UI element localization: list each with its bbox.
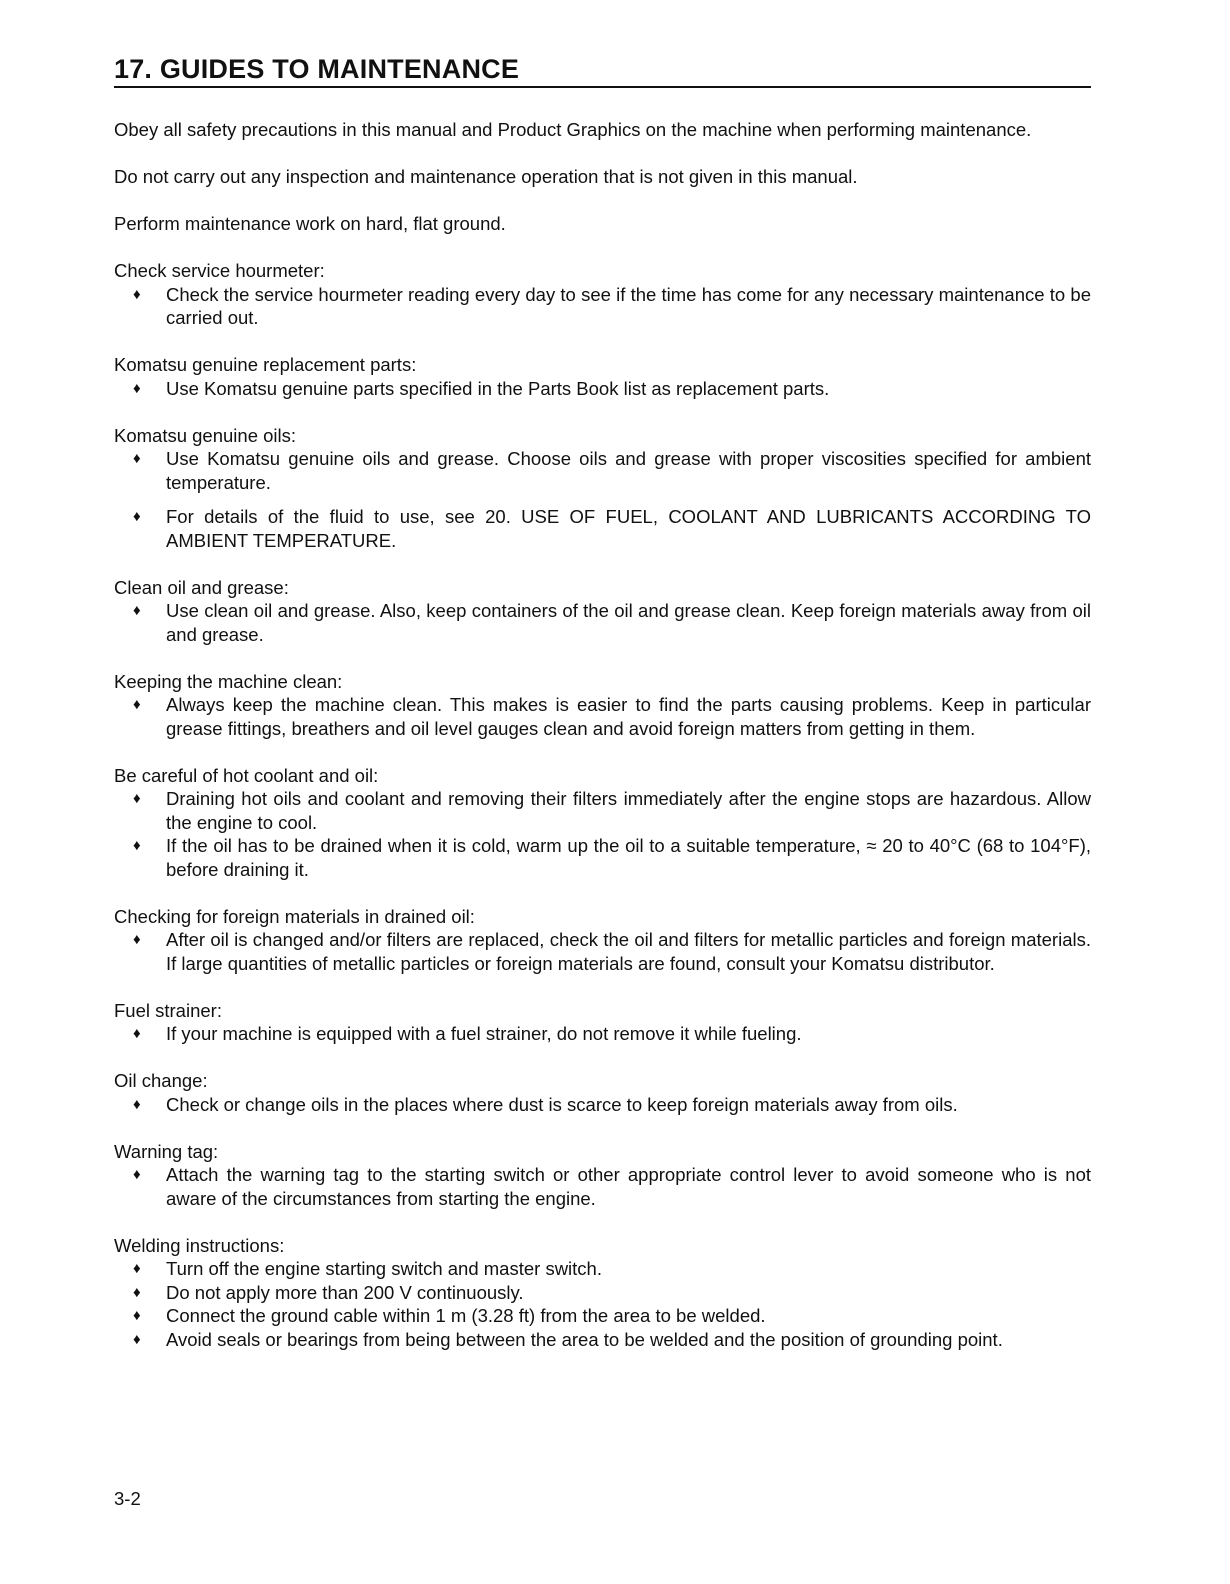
intro-paragraph-2: Do not carry out any inspection and maintenance operation that is not given in this manual.: [114, 166, 858, 187]
section-genuine-oils: [114, 424, 1091, 553]
bullet-item: [114, 787, 1091, 834]
diamond-bullet-icon: ♦: [133, 602, 141, 619]
diamond-bullet-icon: ♦: [133, 508, 141, 525]
diamond-bullet-icon: ♦: [133, 1307, 141, 1324]
bullet-item: [114, 447, 1091, 494]
bullet-item: [114, 1304, 1091, 1328]
diamond-bullet-icon: ♦: [133, 450, 141, 467]
bullet-text: After oil is changed and/or filters are replaced, check the oil and filters for metallic particles and foreign materials. If large quantities of metallic particles or foreign materials are found, consult your Komatsu distributor.: [166, 929, 1091, 974]
bullet-text: If the oil has to be drained when it is cold, warm up the oil to a suitable temperature, ≈ 20 to 40°C (68 to 104°F), before draining it.: [166, 835, 1091, 880]
bullet-text: For details of the fluid to use, see 20. USE OF FUEL, COOLANT AND LUBRICANTS ACCORDING TO AMBIENT TEMPERATURE.: [166, 506, 1091, 551]
section-check-service-hourmeter: [114, 259, 1091, 330]
bullet-text: Check or change oils in the places where dust is scarce to keep foreign materials away from oils.: [166, 1093, 958, 1115]
section-heading: Keeping the machine clean:: [114, 670, 343, 692]
bullet-text: Use Komatsu genuine parts specified in the Parts Book list as replacement parts.: [166, 377, 830, 399]
bullet-text: Check the service hourmeter reading every day to see if the time has come for any necessary maintenance to be carried out.: [166, 283, 1091, 328]
bullet-text: Draining hot oils and coolant and removing their filters immediately after the engine stops are hazardous. Allow the engine to cool.: [166, 788, 1091, 833]
bullet-text: If your machine is equipped with a fuel strainer, do not remove it while fueling.: [166, 1023, 802, 1044]
bullet-text: Turn off the engine starting switch and master switch.: [166, 1258, 602, 1279]
diamond-bullet-icon: ♦: [133, 1330, 141, 1348]
diamond-bullet-icon: ♦: [133, 1283, 141, 1301]
page-title: 17. GUIDES TO MAINTENANCE: [114, 52, 1091, 88]
diamond-bullet-icon: ♦: [133, 1260, 141, 1277]
section-oil-change: [114, 1069, 1091, 1116]
intro-paragraph-1: Obey all safety precautions in this manual and Product Graphics on the machine when performing maintenance.: [114, 119, 1032, 140]
section-clean-oil-and-grease: [114, 576, 1091, 647]
bullet-item: [114, 599, 1091, 646]
bullet-item: [114, 1257, 1091, 1281]
bullet-item: [114, 834, 1091, 881]
page-number: 3-2: [114, 1488, 141, 1509]
diamond-bullet-icon: ♦: [133, 1095, 141, 1113]
bullet-item: [114, 928, 1091, 975]
intro-paragraph-3: Perform maintenance work on hard, flat ground.: [114, 213, 506, 234]
section-heading: Warning tag:: [114, 1140, 219, 1162]
section-heading: Checking for foreign materials in drained oil:: [114, 905, 475, 927]
bullet-text: Always keep the machine clean. This makes is easier to find the parts causing problems. Keep in particular grease fittings, breathers and oil level gauges clean and avoid foreign matters from getting in them.: [166, 694, 1091, 739]
bullet-text: Use Komatsu genuine oils and grease. Choose oils and grease with proper viscosities specified for ambient temperature.: [166, 448, 1091, 493]
diamond-bullet-icon: ♦: [133, 285, 141, 303]
diamond-bullet-icon: ♦: [133, 837, 141, 854]
section-heading: Komatsu genuine replacement parts:: [114, 354, 417, 375]
diamond-bullet-icon: ♦: [133, 1166, 141, 1183]
section-fuel-strainer: [114, 999, 1091, 1046]
bullet-item: [114, 1163, 1091, 1210]
section-heading: Check service hourmeter:: [114, 260, 325, 281]
section-heading: Fuel strainer:: [114, 999, 222, 1021]
section-heading: Oil change:: [114, 1070, 208, 1091]
diamond-bullet-icon: ♦: [133, 379, 141, 397]
bullet-text: Attach the warning tag to the starting switch or other appropriate control lever to avoid someone who is not aware of the circumstances from starting the engine.: [166, 1164, 1091, 1209]
section-heading: Welding instructions:: [114, 1234, 285, 1256]
section-hot-coolant-and-oil: [114, 764, 1091, 882]
bullet-text: Do not apply more than 200 V continuously.: [166, 1281, 524, 1303]
section-heading: Komatsu genuine oils:: [114, 424, 297, 446]
section-warning-tag: [114, 1140, 1091, 1211]
diamond-bullet-icon: ♦: [133, 696, 141, 713]
bullet-text: Connect the ground cable within 1 m (3.28 ft) from the area to be welded.: [166, 1305, 766, 1326]
bullet-item: [114, 283, 1091, 330]
diamond-bullet-icon: ♦: [133, 931, 141, 948]
bullet-item: [114, 1281, 1091, 1305]
section-keeping-machine-clean: [114, 670, 1091, 741]
bullet-item: [114, 1328, 1091, 1352]
bullet-text: Avoid seals or bearings from being between the area to be welded and the position of grounding point.: [166, 1328, 1003, 1350]
bullet-item: [114, 505, 1091, 552]
manual-page: [114, 0, 1091, 1584]
bullet-item: [114, 377, 1091, 401]
bullet-item: [114, 1093, 1091, 1117]
section-heading: Be careful of hot coolant and oil:: [114, 764, 379, 786]
bullet-item: [114, 1022, 1091, 1046]
section-foreign-materials-in-drained-oil: [114, 905, 1091, 976]
diamond-bullet-icon: ♦: [133, 1025, 141, 1042]
bullet-text: Use clean oil and grease. Also, keep containers of the oil and grease clean. Keep foreign materials away from oil and grease.: [166, 600, 1091, 645]
diamond-bullet-icon: ♦: [133, 790, 141, 807]
section-genuine-replacement-parts: [114, 353, 1091, 400]
section-welding-instructions: [114, 1234, 1091, 1352]
section-heading: Clean oil and grease:: [114, 576, 289, 598]
page-content: [114, 118, 1091, 1375]
bullet-item: [114, 693, 1091, 740]
